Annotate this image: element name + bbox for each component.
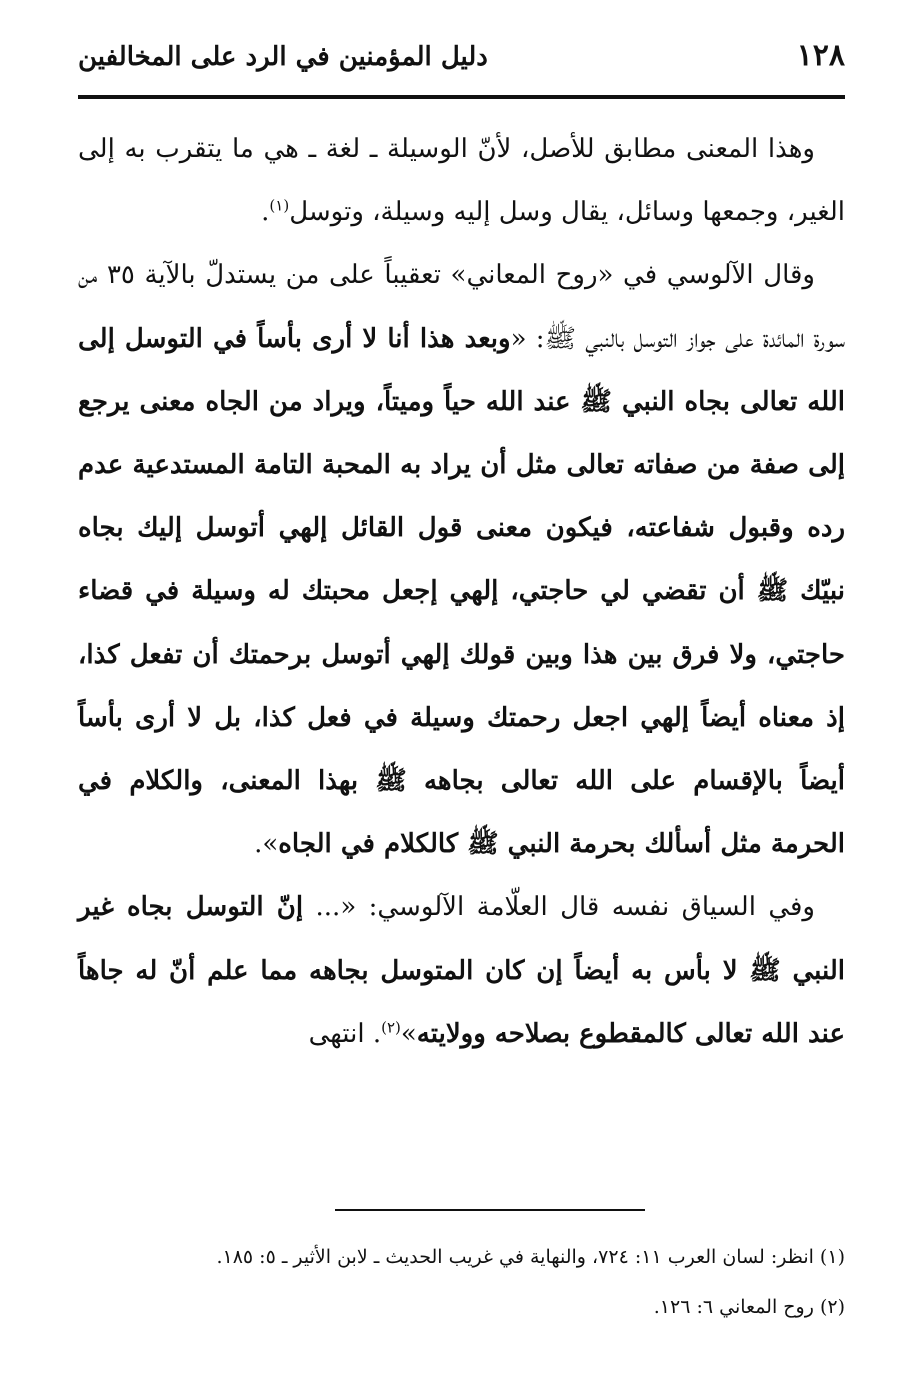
footnote-ref-2: (٢) <box>381 1018 401 1037</box>
paragraph-2-close: ». <box>254 829 279 860</box>
footnote-2: (٢) روح المعاني ٦: ١٢٦. <box>653 1296 845 1318</box>
paragraph-1 <box>78 118 845 244</box>
main-text <box>78 118 845 1066</box>
footnote-rule <box>335 1209 645 1211</box>
paragraph-3-end: . انتهى <box>308 1018 382 1049</box>
paragraph-1-text: وهذا المعنى مطابق للأصل، لأنّ الوسيلة ـ لغة ـ هي ما يتقرب به إلى الغير، وجمعها وسائل، يقال وسل إليه وسيلة، وتوسل <box>78 134 845 228</box>
paragraph-1-end: . <box>261 197 270 228</box>
paragraph-3 <box>78 876 845 1066</box>
running-header <box>78 38 845 88</box>
paragraph-3-quote: إنّ التوسل بجاه غير النبي ﷺ لا بأس به أيضاً إن كان المتوسل بجاهه مما علم أنّ له جاهاً عند الله تعالى كالمقطوع بصلاحه وولايته <box>78 892 845 1049</box>
footnotes <box>78 1232 845 1332</box>
paragraph-3-intro: وفي السياق نفسه قال العلّامة الآلوسي: «... <box>303 892 815 923</box>
footnote-ref-1: (١) <box>269 196 290 215</box>
header-rule <box>78 95 845 99</box>
paragraph-2-quote: وبعد هذا أنا لا أرى بأساً في التوسل إلى الله تعالى بجاه النبي ﷺ عند الله حياً وميتاً، ويراد من الجاه معنى يرجع إلى صفة من صفاته تعالى مثل أن يراد به المحبة التامة المستدعية عدم رده وقبول شفاعته، فيكون معنى قول القائل إلهي أتوسل إليك بجاه نبيّك ﷺ أن تقضي لي حاجتي، إلهي إجعل محبتك له وسيلة في قضاء حاجتي، ولا فرق بين هذا وبين قولك إلهي أتوسل برحمتك أن تفعل كذا، إذ معناه أيضاً إلهي اجعل رحمتك وسيلة في فعل كذا، بل لا أرى بأساً أيضاً بالإقسام على الله تعالى بجاهه ﷺ بهذا المعنى، والكلام في الحرمة مثل أسألك بحرمة النبي ﷺ كالكلام في الجاه <box>78 323 845 860</box>
book-title: دليل المؤمنين في الرد على المخالفين <box>78 42 488 72</box>
page-number: ١٢٨ <box>796 38 845 73</box>
paragraph-2 <box>78 244 845 876</box>
paragraph-3-close: » <box>400 1018 417 1049</box>
paragraph-2-intro: وقال الآلوسي في «روح المعاني» تعقيباً على من يستدلّ بالآية ٣٥ من سورة المائدة على جواز التوسل بالنبي ﷺ: « <box>78 260 846 354</box>
footnote-1: (١) انظر: لسان العرب ١١: ٧٢٤، والنهاية في غريب الحديث ـ لابن الأثير ـ ٥: ١٨٥. <box>216 1246 845 1268</box>
